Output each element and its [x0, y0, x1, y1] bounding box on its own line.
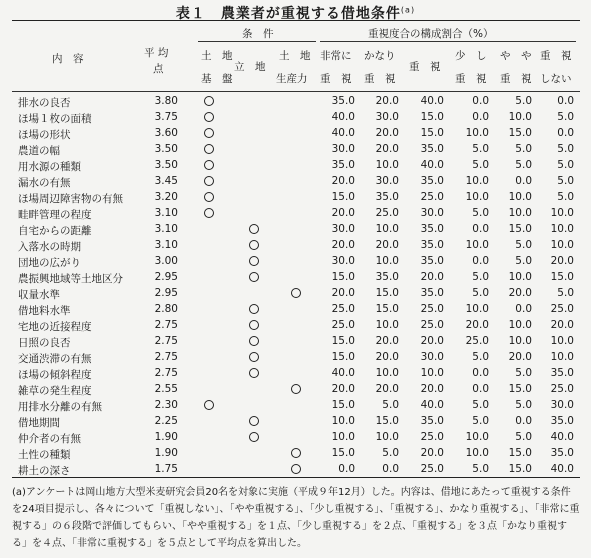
row-ratio-6: 35.0 [550, 447, 574, 459]
row-avg: 1.90 [154, 431, 178, 443]
condition-mark-circle [204, 400, 214, 410]
row-ratio-3: 35.0 [420, 143, 444, 155]
header-r3: 重 視 [409, 61, 441, 73]
condition-mark-circle [249, 256, 259, 266]
table-header [12, 21, 580, 92]
row-ratio-4: 10.0 [465, 127, 489, 139]
row-ratio-2: 25.0 [375, 207, 399, 219]
row-avg: 2.55 [154, 383, 178, 395]
row-ratio-3: 15.0 [420, 127, 444, 139]
condition-mark-circle [249, 416, 259, 426]
row-ratio-5: 10.0 [508, 271, 532, 283]
row-ratio-5: 10.0 [508, 319, 532, 331]
row-ratio-3: 20.0 [420, 335, 444, 347]
row-avg: 3.50 [154, 159, 178, 171]
row-ratio-3: 40.0 [420, 159, 444, 171]
table-row [12, 301, 580, 317]
condition-mark-circle [204, 176, 214, 186]
row-ratio-3: 35.0 [420, 175, 444, 187]
table-row [12, 237, 580, 253]
row-avg: 3.75 [154, 111, 178, 123]
table-row [12, 125, 580, 141]
row-ratio-4: 10.0 [465, 175, 489, 187]
header-r4-line1: 少 し [455, 50, 487, 62]
row-ratio-2: 20.0 [375, 335, 399, 347]
row-ratio-1: 40.0 [331, 127, 355, 139]
row-ratio-3: 25.0 [420, 319, 444, 331]
row-ratio-2: 20.0 [375, 239, 399, 251]
row-ratio-5: 10.0 [508, 111, 532, 123]
row-ratio-6: 5.0 [557, 159, 574, 171]
row-avg: 3.45 [154, 175, 178, 187]
condition-mark-circle [249, 432, 259, 442]
row-ratio-1: 10.0 [331, 431, 355, 443]
title-footnote-mark: (a) [400, 5, 416, 15]
row-ratio-3: 25.0 [420, 191, 444, 203]
row-item: 自宅からの距離 [18, 225, 92, 237]
row-item: 収量水準 [18, 289, 60, 301]
row-ratio-2: 10.0 [375, 319, 399, 331]
row-ratio-4: 10.0 [465, 447, 489, 459]
row-ratio-4: 25.0 [465, 335, 489, 347]
row-avg: 3.00 [154, 255, 178, 267]
row-ratio-3: 35.0 [420, 223, 444, 235]
row-ratio-1: 15.0 [331, 335, 355, 347]
row-ratio-5: 0.0 [515, 175, 532, 187]
row-ratio-6: 10.0 [550, 239, 574, 251]
table-row [12, 109, 580, 125]
row-ratio-1: 20.0 [331, 383, 355, 395]
row-ratio-4: 5.0 [472, 463, 489, 475]
header-avg-line1: 平 均 [144, 47, 169, 59]
row-item: 入落水の時期 [18, 241, 81, 253]
row-ratio-3: 25.0 [420, 303, 444, 315]
row-ratio-6: 30.0 [550, 399, 574, 411]
row-avg: 2.75 [154, 367, 178, 379]
row-ratio-6: 5.0 [557, 175, 574, 187]
row-item: 耕土の深さ [18, 465, 71, 477]
header-r6-line2: しない [540, 73, 572, 85]
row-ratio-6: 40.0 [550, 463, 574, 475]
row-avg: 2.75 [154, 335, 178, 347]
row-ratio-3: 15.0 [420, 111, 444, 123]
row-ratio-5: 5.0 [515, 95, 532, 107]
row-ratio-5: 0.0 [515, 415, 532, 427]
table-row [12, 413, 580, 429]
row-ratio-4: 5.0 [472, 351, 489, 363]
table-row [12, 381, 580, 397]
condition-mark-circle [249, 336, 259, 346]
row-ratio-2: 20.0 [375, 351, 399, 363]
table-row [12, 253, 580, 269]
row-ratio-1: 20.0 [331, 175, 355, 187]
row-ratio-4: 10.0 [465, 431, 489, 443]
row-ratio-6: 0.0 [557, 95, 574, 107]
row-ratio-1: 30.0 [331, 255, 355, 267]
row-ratio-1: 10.0 [331, 415, 355, 427]
table-row [12, 365, 580, 381]
row-ratio-3: 35.0 [420, 415, 444, 427]
row-ratio-4: 10.0 [465, 239, 489, 251]
table-row [12, 269, 580, 285]
row-ratio-2: 0.0 [382, 463, 399, 475]
row-ratio-2: 15.0 [375, 303, 399, 315]
row-avg: 3.10 [154, 239, 178, 251]
condition-mark-circle [249, 304, 259, 314]
condition-mark-circle [291, 288, 301, 298]
condition-mark-circle [204, 112, 214, 122]
row-ratio-2: 15.0 [375, 287, 399, 299]
table-row [12, 445, 580, 461]
condition-mark-circle [204, 160, 214, 170]
row-ratio-1: 15.0 [331, 191, 355, 203]
condition-mark-circle [291, 464, 301, 474]
row-ratio-4: 10.0 [465, 303, 489, 315]
row-ratio-5: 15.0 [508, 463, 532, 475]
row-ratio-3: 20.0 [420, 383, 444, 395]
row-avg: 3.10 [154, 207, 178, 219]
row-ratio-6: 40.0 [550, 431, 574, 443]
row-ratio-1: 30.0 [331, 143, 355, 155]
row-item: 排水の良否 [18, 97, 71, 109]
row-ratio-1: 35.0 [331, 159, 355, 171]
condition-mark-circle [204, 208, 214, 218]
row-ratio-1: 40.0 [331, 367, 355, 379]
condition-mark-circle [204, 192, 214, 202]
row-ratio-1: 20.0 [331, 239, 355, 251]
table-row [12, 317, 580, 333]
row-ratio-6: 10.0 [550, 223, 574, 235]
row-item: 土性の種類 [18, 449, 71, 461]
row-item: ほ場１枚の面積 [18, 113, 92, 125]
row-item: 畦畔管理の程度 [18, 209, 92, 221]
row-ratio-6: 0.0 [557, 127, 574, 139]
row-ratio-6: 5.0 [557, 143, 574, 155]
row-ratio-4: 5.0 [472, 287, 489, 299]
table-title-text: 表１ 農業者が重視する借地条件 [175, 6, 401, 22]
row-item: 農振興地域等土地区分 [18, 273, 123, 285]
table-row [12, 285, 580, 301]
row-ratio-2: 20.0 [375, 95, 399, 107]
row-avg: 2.30 [154, 399, 178, 411]
row-ratio-4: 0.0 [472, 95, 489, 107]
header-item: 内 容 [52, 53, 84, 65]
header-r5-line2: 重 視 [500, 73, 532, 85]
table-row [12, 397, 580, 413]
header-avg-line2: 点 [153, 63, 164, 75]
row-avg: 1.75 [154, 463, 178, 475]
table-row [12, 93, 580, 109]
row-item: 用水源の種類 [18, 161, 81, 173]
row-ratio-5: 10.0 [508, 207, 532, 219]
row-ratio-5: 15.0 [508, 447, 532, 459]
row-ratio-3: 30.0 [420, 351, 444, 363]
row-ratio-2: 10.0 [375, 431, 399, 443]
header-cond-soil-line2: 基 盤 [201, 73, 233, 85]
row-ratio-3: 40.0 [420, 399, 444, 411]
row-item: 団地の広がり [18, 257, 81, 269]
row-ratio-3: 35.0 [420, 239, 444, 251]
row-avg: 2.95 [154, 271, 178, 283]
row-ratio-4: 5.0 [472, 399, 489, 411]
condition-mark-circle [249, 368, 259, 378]
row-ratio-1: 35.0 [331, 95, 355, 107]
row-ratio-1: 15.0 [331, 399, 355, 411]
row-ratio-4: 5.0 [472, 207, 489, 219]
row-ratio-2: 20.0 [375, 143, 399, 155]
condition-mark-circle [249, 272, 259, 282]
row-avg: 3.50 [154, 143, 178, 155]
row-item: 借地料水準 [18, 305, 71, 317]
row-ratio-3: 10.0 [420, 367, 444, 379]
table-row [12, 349, 580, 365]
row-avg: 3.80 [154, 95, 178, 107]
row-ratio-1: 40.0 [331, 111, 355, 123]
row-ratio-6: 25.0 [550, 383, 574, 395]
condition-mark-circle [249, 320, 259, 330]
row-item: ほ場の形状 [18, 129, 71, 141]
header-r1-line1: 非常に [320, 50, 352, 62]
row-ratio-2: 5.0 [382, 399, 399, 411]
header-r2-line2: 重 視 [364, 73, 396, 85]
table-row [12, 221, 580, 237]
table-row [12, 205, 580, 221]
row-ratio-4: 5.0 [472, 143, 489, 155]
row-ratio-2: 35.0 [375, 271, 399, 283]
row-ratio-6: 15.0 [550, 271, 574, 283]
row-ratio-5: 5.0 [515, 367, 532, 379]
row-ratio-2: 20.0 [375, 127, 399, 139]
row-ratio-2: 10.0 [375, 367, 399, 379]
row-ratio-6: 10.0 [550, 335, 574, 347]
row-ratio-1: 0.0 [338, 463, 355, 475]
row-ratio-5: 5.0 [515, 255, 532, 267]
row-ratio-2: 20.0 [375, 383, 399, 395]
header-conditions-group: 条 件 [242, 28, 274, 40]
row-ratio-6: 10.0 [550, 351, 574, 363]
header-r6-line1: 重 視 [540, 50, 572, 62]
conditions-table [12, 20, 580, 478]
row-avg: 2.25 [154, 415, 178, 427]
row-ratio-5: 5.0 [515, 143, 532, 155]
header-ratio-group: 重視度合の構成割合（%） [368, 28, 494, 40]
row-ratio-5: 5.0 [515, 239, 532, 251]
row-avg: 3.10 [154, 223, 178, 235]
row-ratio-5: 5.0 [515, 399, 532, 411]
row-ratio-6: 5.0 [557, 287, 574, 299]
row-ratio-5: 5.0 [515, 159, 532, 171]
row-ratio-4: 5.0 [472, 159, 489, 171]
table-row [12, 461, 580, 477]
row-avg: 2.95 [154, 287, 178, 299]
row-item: ほ場周辺障害物の有無 [18, 193, 123, 205]
row-ratio-2: 10.0 [375, 159, 399, 171]
condition-mark-circle [204, 144, 214, 154]
row-ratio-3: 40.0 [420, 95, 444, 107]
row-ratio-3: 20.0 [420, 447, 444, 459]
row-item: ほ場の傾斜程度 [18, 369, 92, 381]
row-ratio-6: 35.0 [550, 415, 574, 427]
row-ratio-3: 30.0 [420, 207, 444, 219]
row-ratio-2: 15.0 [375, 415, 399, 427]
header-cond-prod-line1: 土 地 [279, 50, 311, 62]
condition-mark-circle [249, 240, 259, 250]
row-ratio-4: 0.0 [472, 223, 489, 235]
row-item: 借地期間 [18, 417, 60, 429]
row-ratio-6: 20.0 [550, 319, 574, 331]
row-ratio-4: 20.0 [465, 319, 489, 331]
row-ratio-1: 25.0 [331, 319, 355, 331]
row-item: 用排水分離の有無 [18, 401, 102, 413]
table-row [12, 173, 580, 189]
conditions-group-rule [198, 41, 316, 42]
row-ratio-2: 30.0 [375, 175, 399, 187]
condition-mark-circle [249, 352, 259, 362]
row-ratio-6: 10.0 [550, 207, 574, 219]
row-ratio-1: 15.0 [331, 447, 355, 459]
row-item: 漏水の有無 [18, 177, 71, 189]
row-ratio-3: 25.0 [420, 463, 444, 475]
row-ratio-5: 15.0 [508, 127, 532, 139]
row-ratio-5: 10.0 [508, 335, 532, 347]
row-item: 雑草の発生程度 [18, 385, 92, 397]
row-ratio-1: 15.0 [331, 351, 355, 363]
condition-mark-circle [291, 384, 301, 394]
row-ratio-2: 5.0 [382, 447, 399, 459]
row-ratio-6: 20.0 [550, 255, 574, 267]
row-avg: 3.20 [154, 191, 178, 203]
row-ratio-5: 5.0 [515, 431, 532, 443]
row-ratio-5: 20.0 [508, 351, 532, 363]
row-avg: 2.80 [154, 303, 178, 315]
row-ratio-2: 10.0 [375, 255, 399, 267]
row-ratio-2: 10.0 [375, 223, 399, 235]
row-item: 日照の良否 [18, 337, 71, 349]
row-avg: 1.90 [154, 447, 178, 459]
row-ratio-6: 25.0 [550, 303, 574, 315]
footnote: (a)アンケートは岡山地方大型米麦研究会員20名を対象に実施（平成９年12月）した。内容は、借地にあたって重視する条件を24項目提示し、各々について「重視しない」、「やや重視する」、「少し重視する」、「重視する」、かなり重視する」、「非常に重視する」の６段階で評価してもらい、「やや重視する」を１点、「少し重視する」を２点、「重視する」を３点「かなり重視する」を４点、「非常に重視する」を５点として平均点を算出した。 [12, 487, 580, 549]
table-row [12, 141, 580, 157]
row-ratio-5: 0.0 [515, 303, 532, 315]
row-avg: 2.75 [154, 319, 178, 331]
row-ratio-1: 30.0 [331, 223, 355, 235]
row-ratio-2: 35.0 [375, 191, 399, 203]
row-item: 農道の幅 [18, 145, 60, 157]
row-ratio-1: 25.0 [331, 303, 355, 315]
row-ratio-4: 0.0 [472, 383, 489, 395]
row-ratio-1: 20.0 [331, 287, 355, 299]
row-ratio-1: 20.0 [331, 207, 355, 219]
header-r1-line2: 重 視 [320, 73, 352, 85]
row-ratio-6: 5.0 [557, 111, 574, 123]
row-ratio-3: 20.0 [420, 271, 444, 283]
row-ratio-5: 20.0 [508, 287, 532, 299]
row-ratio-4: 0.0 [472, 111, 489, 123]
row-item: 仲介者の有無 [18, 433, 81, 445]
condition-mark-circle [291, 448, 301, 458]
ratio-group-rule [320, 41, 576, 42]
row-ratio-3: 35.0 [420, 255, 444, 267]
row-ratio-4: 0.0 [472, 255, 489, 267]
row-avg: 3.60 [154, 127, 178, 139]
header-r2-line1: かなり [364, 50, 396, 62]
row-item: 宅地の近接程度 [18, 321, 92, 333]
row-ratio-4: 5.0 [472, 415, 489, 427]
row-ratio-6: 5.0 [557, 191, 574, 203]
row-ratio-5: 15.0 [508, 223, 532, 235]
table-row [12, 333, 580, 349]
header-cond-location: 立 地 [234, 61, 266, 73]
header-r4-line2: 重 視 [455, 73, 487, 85]
condition-mark-circle [204, 96, 214, 106]
row-ratio-4: 0.0 [472, 367, 489, 379]
row-ratio-4: 10.0 [465, 191, 489, 203]
table-row [12, 429, 580, 445]
row-ratio-3: 35.0 [420, 287, 444, 299]
row-ratio-6: 35.0 [550, 367, 574, 379]
row-ratio-5: 10.0 [508, 191, 532, 203]
condition-mark-circle [204, 128, 214, 138]
row-ratio-4: 5.0 [472, 271, 489, 283]
row-avg: 2.75 [154, 351, 178, 363]
table-body [12, 92, 580, 477]
row-item: 交通渋滞の有無 [18, 353, 92, 365]
table-row [12, 157, 580, 173]
row-ratio-3: 25.0 [420, 431, 444, 443]
header-cond-soil-line1: 土 地 [201, 50, 233, 62]
row-ratio-1: 15.0 [331, 271, 355, 283]
condition-mark-circle [249, 224, 259, 234]
row-ratio-2: 30.0 [375, 111, 399, 123]
header-cond-prod-line2: 生産力 [276, 73, 308, 85]
header-r5-line1: や や [500, 50, 532, 62]
table-row [12, 189, 580, 205]
row-ratio-5: 15.0 [508, 383, 532, 395]
